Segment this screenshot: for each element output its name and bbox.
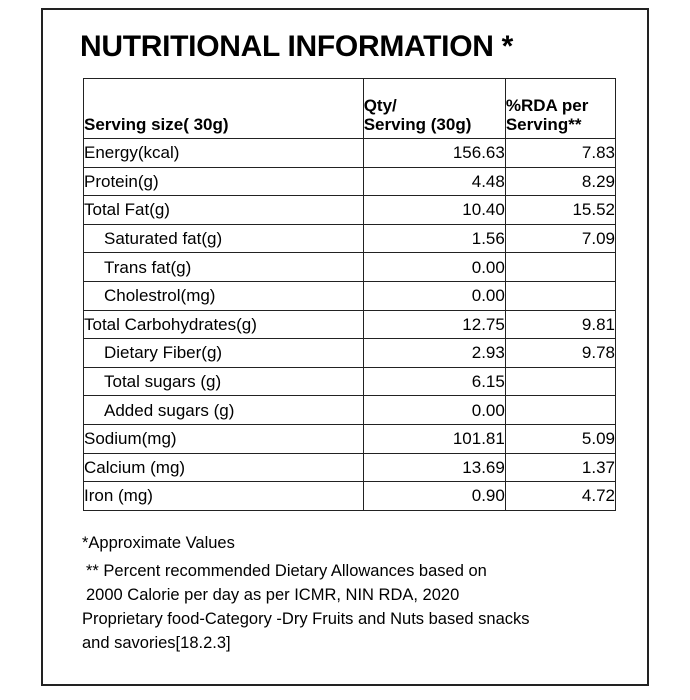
- table-row: [84, 281, 616, 310]
- nutrient-qty: 4.48: [363, 167, 505, 196]
- nutrient-name: Energy(kcal): [84, 139, 364, 168]
- footnote-rda-line1: ** Percent recommended Dietary Allowances based on: [86, 562, 487, 580]
- nutrient-rda: 7.09: [505, 224, 615, 253]
- nutrient-qty: 1.56: [363, 224, 505, 253]
- header-rda-line1: %RDA per: [505, 96, 589, 115]
- table-row: [84, 339, 616, 368]
- nutrition-table-body: [84, 139, 616, 511]
- table-row: [84, 196, 616, 225]
- footnote-approximate: *Approximate Values: [82, 534, 235, 552]
- table-row: [84, 482, 616, 511]
- nutrient-qty: 0.00: [363, 396, 505, 425]
- nutrient-rda: [505, 367, 615, 396]
- nutrient-name: Total Carbohydrates(g): [84, 310, 364, 339]
- nutrient-name: Protein(g): [84, 167, 364, 196]
- nutrient-qty: 10.40: [363, 196, 505, 225]
- nutrient-qty: 0.00: [363, 281, 505, 310]
- nutrient-qty: 6.15: [363, 367, 505, 396]
- footnote-rda-line2: 2000 Calorie per day as per ICMR, NIN RDA, 2020: [86, 586, 460, 604]
- nutrition-table: [83, 78, 616, 511]
- nutrient-rda: 7.83: [505, 139, 615, 168]
- nutrient-name: Cholestrol(mg): [84, 281, 364, 310]
- nutrient-qty: 156.63: [363, 139, 505, 168]
- nutrient-qty: 0.90: [363, 482, 505, 511]
- table-row: [84, 396, 616, 425]
- header-rda-line2: Serving**: [505, 115, 582, 134]
- nutrient-qty: 0.00: [363, 253, 505, 282]
- page-title: NUTRITIONAL INFORMATION *: [80, 30, 514, 63]
- header-qty-per-serving: [363, 79, 505, 139]
- header-qty-line2: Serving (30g): [363, 115, 472, 134]
- nutrient-name: Calcium (mg): [84, 453, 364, 482]
- nutrient-name: Saturated fat(g): [84, 224, 364, 253]
- table-row: [84, 424, 616, 453]
- table-row: [84, 310, 616, 339]
- nutrient-rda: 15.52: [505, 196, 615, 225]
- nutrient-rda: [505, 396, 615, 425]
- nutrient-rda: [505, 281, 615, 310]
- nutrient-rda: 8.29: [505, 167, 615, 196]
- footnote-category-line1: Proprietary food-Category -Dry Fruits and Nuts based snacks: [82, 610, 530, 628]
- nutrient-qty: 13.69: [363, 453, 505, 482]
- nutrient-name: Trans fat(g): [84, 253, 364, 282]
- table-row: [84, 224, 616, 253]
- footnotes: [82, 531, 622, 655]
- nutrient-name: Iron (mg): [84, 482, 364, 511]
- footnote-category-line2: and savories[18.2.3]: [82, 634, 231, 652]
- header-serving-size: Serving size( 30g): [84, 79, 364, 139]
- nutrient-rda: 1.37: [505, 453, 615, 482]
- nutrient-qty: 2.93: [363, 339, 505, 368]
- nutrient-rda: [505, 253, 615, 282]
- table-row: [84, 453, 616, 482]
- nutrient-rda: 5.09: [505, 424, 615, 453]
- nutrient-rda: 9.81: [505, 310, 615, 339]
- table-row: [84, 367, 616, 396]
- nutrient-name: Sodium(mg): [84, 424, 364, 453]
- nutrient-name: Added sugars (g): [84, 396, 364, 425]
- table-row: [84, 139, 616, 168]
- nutrient-rda: 9.78: [505, 339, 615, 368]
- table-header-row: [84, 79, 616, 139]
- nutrient-name: Total Fat(g): [84, 196, 364, 225]
- header-rda-per-serving: [505, 79, 615, 139]
- nutrient-qty: 101.81: [363, 424, 505, 453]
- table-row: [84, 253, 616, 282]
- nutrient-qty: 12.75: [363, 310, 505, 339]
- nutrient-rda: 4.72: [505, 482, 615, 511]
- header-qty-line1: Qty/: [363, 96, 397, 115]
- nutrient-name: Dietary Fiber(g): [84, 339, 364, 368]
- nutrient-name: Total sugars (g): [84, 367, 364, 396]
- table-row: [84, 167, 616, 196]
